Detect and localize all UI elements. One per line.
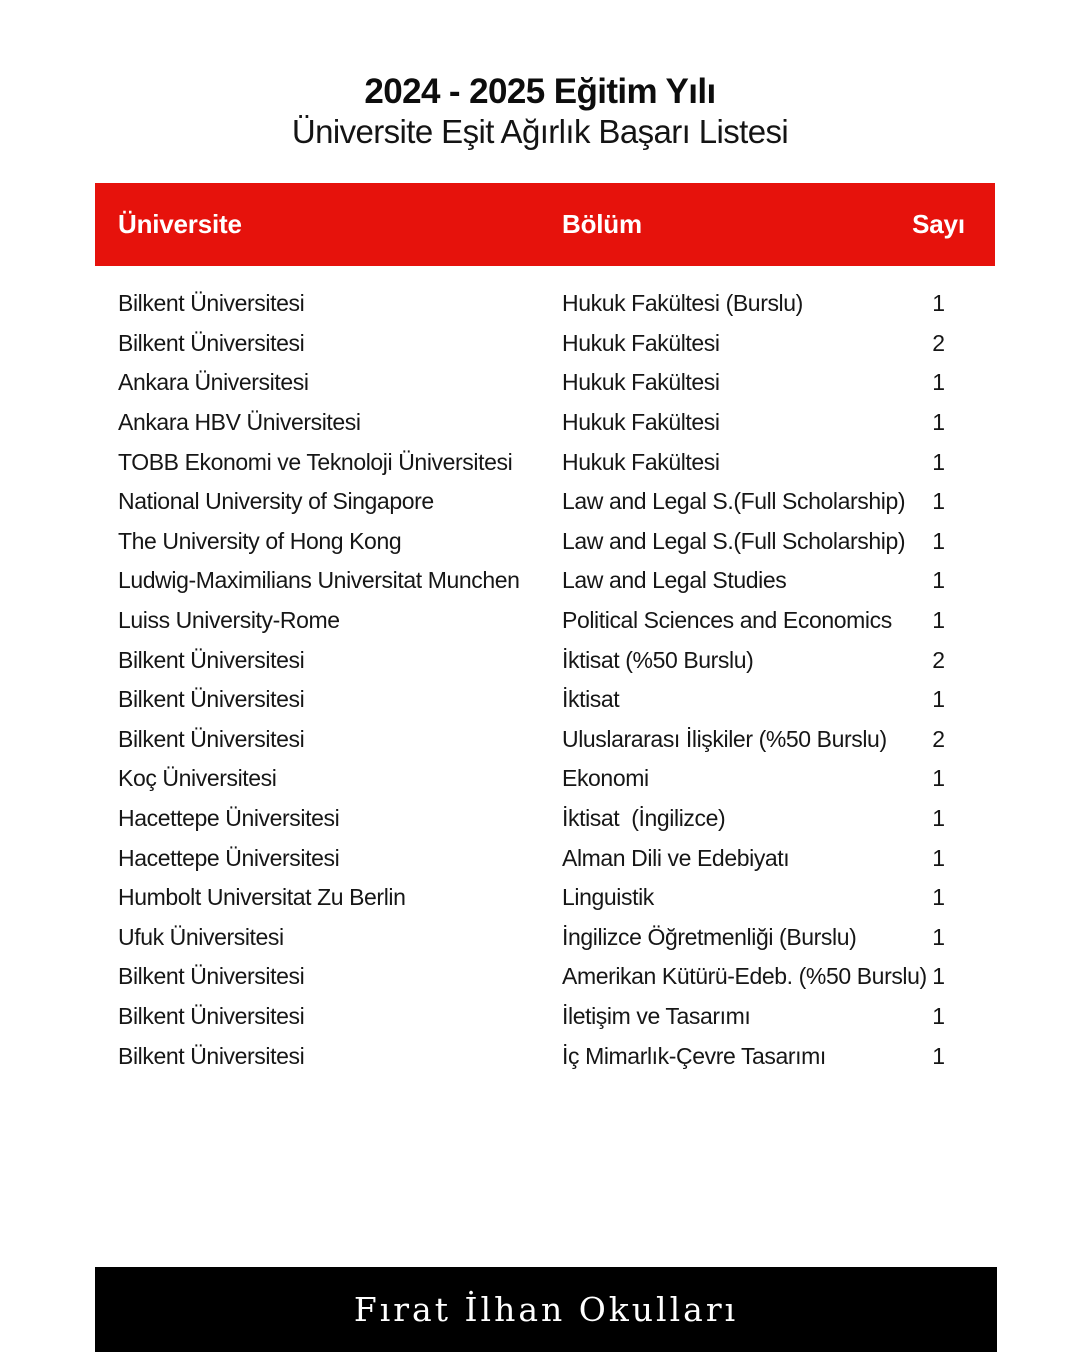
column-header-university: Üniversite [118, 209, 242, 239]
department-cell: Hukuk Fakültesi [562, 448, 720, 475]
university-cell: Bilkent Üniversitesi [118, 646, 305, 673]
count-cell: 2 [932, 725, 945, 752]
department-cell: İç Mimarlık-Çevre Tasarımı [562, 1042, 826, 1069]
table-row [95, 522, 995, 562]
department-cell: Hukuk Fakültesi [562, 329, 720, 356]
count-cell: 1 [932, 369, 945, 396]
department-cell: Political Sciences and Economics [562, 607, 892, 634]
count-cell: 1 [932, 409, 945, 436]
university-cell: TOBB Ekonomi ve Teknoloji Üniversitesi [118, 448, 513, 475]
column-header-count: Sayı [912, 209, 965, 239]
table-row [95, 482, 995, 522]
university-cell: The University of Hong Kong [118, 527, 402, 554]
department-cell: Ekonomi [562, 765, 649, 792]
table-body [95, 284, 995, 1076]
count-cell: 1 [932, 448, 945, 475]
university-cell: Ufuk Üniversitesi [118, 923, 284, 950]
university-cell: Hacettepe Üniversitesi [118, 805, 340, 832]
table-row [95, 1036, 995, 1076]
department-cell: Alman Dili ve Edebiyatı [562, 844, 790, 871]
count-cell: 1 [932, 686, 945, 713]
table-row [95, 284, 995, 324]
department-cell: İktisat (İngilizce) [562, 805, 726, 832]
table-header [95, 183, 995, 266]
department-cell: İktisat [562, 686, 620, 713]
table-row [95, 561, 995, 601]
page-title-line2: Üniversite Eşit Ağırlık Başarı Listesi [291, 113, 789, 150]
table-row [95, 363, 995, 403]
table-row [95, 601, 995, 641]
department-cell: Hukuk Fakültesi [562, 409, 720, 436]
count-cell: 2 [932, 646, 945, 673]
count-cell: 1 [932, 1002, 945, 1029]
university-cell: Hacettepe Üniversitesi [118, 844, 340, 871]
table-row [95, 878, 995, 918]
department-cell: İngilizce Öğretmenliği (Burslu) [562, 923, 857, 950]
department-cell: Law and Legal Studies [562, 567, 787, 594]
table-row [95, 324, 995, 364]
department-cell: İktisat (%50 Burslu) [562, 646, 754, 673]
department-cell: Amerikan Kütürü-Edeb. (%50 Burslu) [562, 963, 927, 990]
table-row [95, 799, 995, 839]
count-cell: 1 [932, 844, 945, 871]
table-row [95, 957, 995, 997]
table-row [95, 720, 995, 760]
count-cell: 1 [932, 884, 945, 911]
table-row [95, 442, 995, 482]
table-row [95, 997, 995, 1037]
count-cell: 1 [932, 1042, 945, 1069]
page-title-line1: 2024 - 2025 Eğitim Yılı [364, 72, 716, 111]
table-row [95, 403, 995, 443]
count-cell: 1 [932, 805, 945, 832]
count-cell: 1 [932, 527, 945, 554]
count-cell: 1 [932, 607, 945, 634]
department-cell: Uluslararası İlişkiler (%50 Burslu) [562, 725, 887, 752]
university-cell: Bilkent Üniversitesi [118, 290, 305, 317]
university-cell: Ankara Üniversitesi [118, 369, 309, 396]
university-cell: Bilkent Üniversitesi [118, 686, 305, 713]
university-cell: Koç Üniversitesi [118, 765, 277, 792]
department-cell: Hukuk Fakültesi (Burslu) [562, 290, 803, 317]
table-row [95, 640, 995, 680]
column-header-department: Bölüm [562, 209, 642, 239]
footer-brand: Fırat İlhan Okulları [353, 1290, 739, 1329]
university-cell: Bilkent Üniversitesi [118, 1002, 305, 1029]
count-cell: 1 [932, 290, 945, 317]
department-cell: Hukuk Fakültesi [562, 369, 720, 396]
university-cell: Bilkent Üniversitesi [118, 329, 305, 356]
university-cell: National University of Singapore [118, 488, 434, 515]
department-cell: İletişim ve Tasarımı [562, 1002, 751, 1029]
university-cell: Bilkent Üniversitesi [118, 1042, 305, 1069]
department-cell: Law and Legal S.(Full Scholarship) [562, 527, 906, 554]
table-row [95, 918, 995, 958]
university-cell: Ludwig-Maximilians Universitat Munchen [118, 567, 520, 594]
department-cell: Law and Legal S.(Full Scholarship) [562, 488, 906, 515]
count-cell: 1 [932, 963, 945, 990]
table-row [95, 759, 995, 799]
count-cell: 2 [932, 329, 945, 356]
count-cell: 1 [932, 765, 945, 792]
university-cell: Bilkent Üniversitesi [118, 725, 305, 752]
footer-bar [95, 1267, 997, 1352]
count-cell: 1 [932, 923, 945, 950]
university-cell: Humbolt Universitat Zu Berlin [118, 884, 406, 911]
university-cell: Bilkent Üniversitesi [118, 963, 305, 990]
table-row [95, 680, 995, 720]
count-cell: 1 [932, 567, 945, 594]
department-cell: Linguistik [562, 884, 654, 911]
university-cell: Ankara HBV Üniversitesi [118, 409, 361, 436]
table-row [95, 838, 995, 878]
count-cell: 1 [932, 488, 945, 515]
university-cell: Luiss University-Rome [118, 607, 340, 634]
